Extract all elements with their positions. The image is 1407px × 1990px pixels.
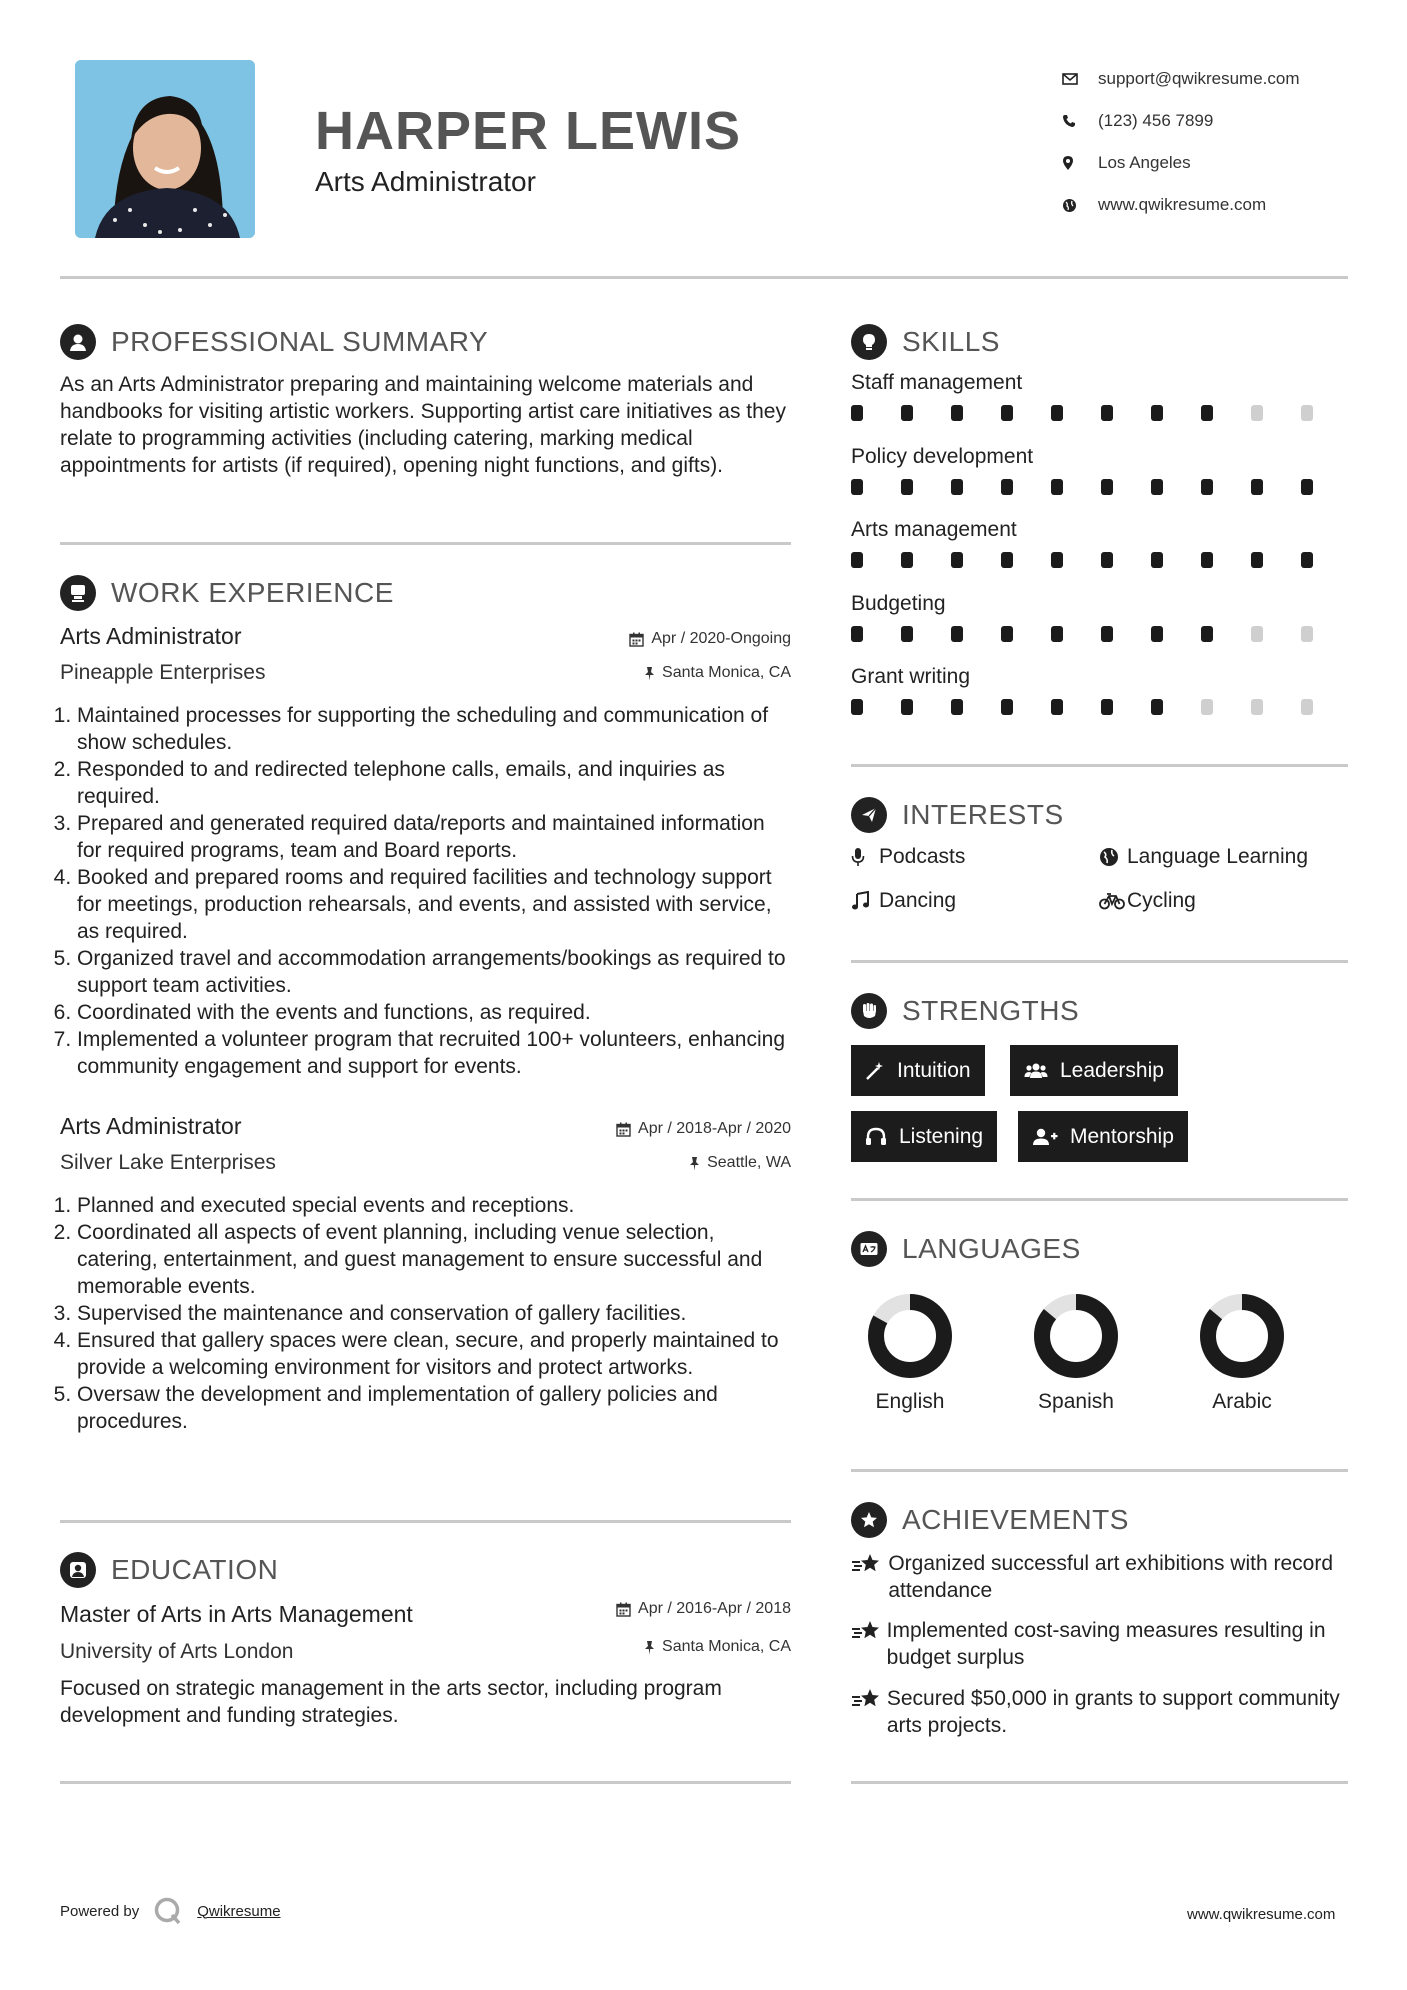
skill-rating (851, 552, 1351, 568)
skill-dot-empty (1201, 699, 1213, 715)
list-item: 1. Planned and executed special events and receptions. (77, 1192, 793, 1219)
skill-dot-filled (1101, 552, 1113, 568)
skill-dot-filled (851, 699, 863, 715)
language-item (1001, 1291, 1151, 1414)
strength-tag (851, 1111, 997, 1162)
summary-divider (60, 542, 791, 545)
job-location-text: Santa Monica, CA (662, 664, 791, 681)
school-name: University of Arts London (60, 1640, 294, 1663)
list-item: 5. Organized travel and accommodation arrangements/bookings as required to support team activities. (77, 945, 793, 999)
strengths-divider (851, 1198, 1348, 1201)
job-company: Silver Lake Enterprises (60, 1151, 276, 1174)
skill-dot-filled (1051, 479, 1063, 495)
contact-phone[interactable] (1062, 100, 1300, 142)
pushpin-icon (689, 1156, 700, 1171)
shooting-star-icon (851, 1550, 888, 1583)
skill-dot-filled (1201, 626, 1213, 642)
skill-dot-filled (951, 405, 963, 421)
footer-powered-by (60, 1896, 281, 1926)
skill-rating (851, 479, 1351, 495)
skill-dot-filled (1251, 552, 1263, 568)
shooting-star-icon (851, 1617, 887, 1650)
list-item: 3. Supervised the maintenance and conservation of gallery facilities. (77, 1300, 793, 1327)
job-location (520, 664, 791, 682)
skill-rating (851, 699, 1351, 715)
job-dates-text: Apr / 2020-Ongoing (651, 630, 791, 647)
skill-dot-filled (1001, 552, 1013, 568)
calendar-icon (616, 1122, 631, 1137)
skill-dot-filled (1051, 405, 1063, 421)
education-dates (520, 1600, 791, 1618)
skill-dot-filled (1001, 405, 1013, 421)
pushpin-icon (644, 666, 655, 681)
skill-label: Staff management (851, 371, 1023, 394)
skill-dot-filled (1001, 479, 1013, 495)
skill-row (851, 592, 1351, 642)
skill-dot-filled (851, 552, 863, 568)
skill-dot-filled (1101, 626, 1113, 642)
skill-dot-filled (1051, 552, 1063, 568)
skill-row (851, 665, 1351, 715)
skill-dot-filled (851, 626, 863, 642)
phone-icon (1062, 114, 1098, 128)
skill-dot-filled (1201, 552, 1213, 568)
interests-heading (851, 797, 1064, 833)
microphone-icon (851, 847, 879, 867)
contact-email-text: support@qwikresume.com (1098, 69, 1300, 88)
contact-location (1062, 142, 1300, 184)
interest-item (851, 889, 956, 913)
skills-heading (851, 324, 1000, 360)
skill-dot-filled (1151, 699, 1163, 715)
contact-phone-text: (123) 456 7899 (1098, 111, 1214, 130)
skill-dot-empty (1301, 626, 1313, 642)
list-item: 4. Booked and prepared rooms and required facilities and technology support for meetings, production rehearsals, and events, and assisted with service, as required. (77, 864, 793, 945)
qwikresume-link[interactable]: Qwikresume (197, 1902, 281, 1920)
skill-dot-filled (951, 626, 963, 642)
achievement-item (851, 1617, 1348, 1671)
globe-icon (1062, 198, 1098, 213)
job-location-text: Seattle, WA (707, 1154, 791, 1171)
list-item: 6. Coordinated with the events and functions, as required. (77, 999, 793, 1026)
avatar-photo (75, 60, 255, 238)
languages-heading (851, 1231, 1081, 1267)
skill-dot-filled (1251, 479, 1263, 495)
skills-divider (851, 764, 1348, 767)
list-item: 7. Implemented a volunteer program that recruited 100+ volunteers, enhancing community engagement and support for events. (77, 1026, 793, 1080)
achievement-item (851, 1550, 1348, 1604)
skill-row (851, 518, 1351, 568)
list-item: 2. Responded to and redirected telephone calls, emails, and inquiries as required. (77, 756, 793, 810)
education-location-text: Santa Monica, CA (662, 1638, 791, 1655)
skill-dot-filled (1151, 552, 1163, 568)
language-item (835, 1291, 985, 1414)
skill-dot-filled (951, 699, 963, 715)
strength-label: Listening (899, 1124, 984, 1148)
language-label: Spanish (1038, 1390, 1114, 1413)
education-dates-text: Apr / 2016-Apr / 2018 (638, 1600, 791, 1617)
skill-dot-filled (1151, 626, 1163, 642)
skill-dot-filled (951, 552, 963, 568)
header-divider (60, 276, 1348, 279)
strength-label: Intuition (897, 1058, 971, 1082)
job-title: Arts Administrator (60, 623, 242, 649)
calendar-icon (616, 1602, 631, 1617)
list-item: 5. Oversaw the development and implementation of gallery policies and procedures. (77, 1381, 793, 1435)
music-note-icon (851, 891, 879, 911)
education-title: EDUCATION (111, 1554, 279, 1585)
user-plus-icon (1032, 1127, 1058, 1147)
skill-dot-filled (1101, 479, 1113, 495)
contact-email[interactable] (1062, 58, 1300, 100)
achievement-text: Secured $50,000 in grants to support community arts projects. (886, 1687, 1340, 1737)
list-item: 2. Coordinated all aspects of event planning, including venue selection, catering, entertainment, and guest management to ensure successful and memorable events. (77, 1219, 793, 1300)
skill-dot-filled (901, 405, 913, 421)
skill-row (851, 371, 1351, 421)
skill-dot-empty (1301, 405, 1313, 421)
skill-label: Arts management (851, 518, 1017, 541)
skill-row (851, 445, 1351, 495)
skill-dot-empty (1251, 405, 1263, 421)
skill-dot-filled (1301, 479, 1313, 495)
profile-photo (75, 60, 255, 238)
interests-divider (851, 960, 1348, 963)
star-badge-icon (851, 1502, 887, 1538)
strength-label: Mentorship (1070, 1124, 1174, 1148)
graduate-icon (60, 1552, 96, 1588)
skill-dot-filled (851, 479, 863, 495)
map-pin-icon (1062, 155, 1098, 171)
interest-label: Dancing (879, 889, 957, 912)
language-label: English (875, 1390, 945, 1413)
skill-dot-filled (1101, 405, 1113, 421)
skill-dot-empty (1251, 699, 1263, 715)
skill-rating (851, 626, 1351, 642)
language-proficiency-ring (865, 1291, 955, 1381)
headphones-icon (865, 1127, 887, 1147)
skill-dot-filled (901, 479, 913, 495)
strengths-heading (851, 993, 1079, 1029)
skill-dot-filled (1051, 699, 1063, 715)
interest-item (1099, 889, 1196, 913)
interest-label: Podcasts (879, 845, 966, 868)
interest-item (851, 845, 965, 869)
language-icon (851, 1231, 887, 1267)
degree-title: Master of Arts in Arts Management (60, 1601, 413, 1627)
education-location (520, 1638, 791, 1656)
powered-by-text: Powered by (60, 1902, 140, 1920)
summary-text: As an Arts Administrator preparing and maintaining welcome materials and handbooks for visiting artistic workers. Supporting artist care initiatives as they relate to programming activities (including catering, marking medical appointments for artists (if required), opening night functions, and gifts). (60, 373, 786, 477)
strength-tag (851, 1045, 985, 1096)
skill-dot-filled (1101, 699, 1113, 715)
summary-heading (60, 324, 488, 360)
paper-plane-icon (851, 797, 887, 833)
achievement-text: Organized successful art exhibitions with record attendance (888, 1552, 1334, 1602)
achievements-title: ACHIEVEMENTS (902, 1504, 1129, 1535)
work-divider (60, 1520, 791, 1523)
achievement-text: Implemented cost-saving measures resulting in budget surplus (886, 1619, 1326, 1669)
work-heading (60, 575, 394, 611)
skills-title: SKILLS (902, 326, 1000, 357)
skill-rating (851, 405, 1351, 421)
achievement-item (851, 1685, 1348, 1739)
contact-location-text: Los Angeles (1098, 153, 1191, 172)
job-dates-text: Apr / 2018-Apr / 2020 (638, 1120, 791, 1137)
achievements-divider (851, 1781, 1348, 1784)
skill-label: Policy development (851, 444, 1034, 468)
contact-website[interactable] (1062, 184, 1300, 226)
group-icon (1024, 1061, 1048, 1081)
strength-label: Leadership (1060, 1058, 1164, 1082)
job-location (520, 1154, 791, 1172)
achievements-heading (851, 1502, 1129, 1538)
interest-item (1099, 845, 1308, 869)
strengths-title: STRENGTHS (902, 995, 1080, 1026)
education-divider (60, 1781, 791, 1784)
globe-icon (1099, 847, 1127, 867)
job-bullets (58, 1192, 793, 1435)
skill-dot-filled (901, 552, 913, 568)
skill-label: Grant writing (851, 665, 971, 688)
user-icon (60, 324, 96, 360)
languages-title: LANGUAGES (902, 1233, 1081, 1264)
skill-dot-filled (1201, 405, 1213, 421)
skill-dot-filled (1151, 405, 1163, 421)
education-heading (60, 1552, 278, 1588)
list-item: 4. Ensured that gallery spaces were clean, secure, and properly maintained to provide a welcoming environment for visitors and protect artworks. (77, 1327, 793, 1381)
skill-label: Budgeting (851, 591, 946, 615)
strength-tag (1010, 1045, 1178, 1096)
strength-tag (1018, 1111, 1188, 1162)
job-dates (520, 1120, 791, 1138)
briefcase-icon (60, 575, 96, 611)
skill-dot-filled (1301, 552, 1313, 568)
languages-divider (851, 1469, 1348, 1472)
skill-dot-filled (1201, 479, 1213, 495)
qwikresume-logo-icon (153, 1896, 183, 1926)
skill-dot-filled (901, 699, 913, 715)
job-dates (520, 630, 791, 648)
interest-label: Language Learning (1127, 845, 1309, 868)
interests-title: INTERESTS (902, 799, 1064, 830)
contact-website-text: www.qwikresume.com (1098, 195, 1267, 214)
language-label: Arabic (1212, 1390, 1272, 1413)
calendar-icon (629, 632, 644, 647)
shooting-star-icon (851, 1685, 887, 1718)
candidate-name: HARPER LEWIS (315, 101, 742, 161)
candidate-role: Arts Administrator (315, 166, 536, 197)
pushpin-icon (644, 1640, 655, 1655)
lightbulb-icon (851, 324, 887, 360)
interest-label: Cycling (1127, 889, 1196, 912)
magic-wand-icon (865, 1061, 885, 1081)
skill-dot-empty (1251, 626, 1263, 642)
footer-website[interactable]: www.qwikresume.com (1187, 1906, 1336, 1923)
skill-dot-empty (1301, 699, 1313, 715)
bicycle-icon (1099, 892, 1127, 910)
skill-dot-filled (851, 405, 863, 421)
education-description: Focused on strategic management in the arts sector, including program development and funding strategies. (60, 1677, 722, 1727)
language-item (1167, 1291, 1317, 1414)
job-title: Arts Administrator (60, 1113, 242, 1139)
raised-fist-icon (851, 993, 887, 1029)
skill-dot-filled (1051, 626, 1063, 642)
skill-dot-filled (1151, 479, 1163, 495)
job-bullets (58, 702, 793, 1080)
skill-dot-filled (901, 626, 913, 642)
envelope-icon (1062, 73, 1098, 85)
work-title: WORK EXPERIENCE (111, 577, 394, 608)
skill-dot-filled (1001, 626, 1013, 642)
list-item: 3. Prepared and generated required data/reports and maintained information for required programs, team and Board reports. (77, 810, 793, 864)
contact-list (1062, 58, 1300, 226)
job-company: Pineapple Enterprises (60, 661, 266, 684)
list-item: 1. Maintained processes for supporting the scheduling and communication of show schedules. (77, 702, 793, 756)
skill-dot-filled (1001, 699, 1013, 715)
summary-title: PROFESSIONAL SUMMARY (111, 326, 489, 357)
language-proficiency-ring (1197, 1291, 1287, 1381)
language-proficiency-ring (1031, 1291, 1121, 1381)
skill-dot-filled (951, 479, 963, 495)
